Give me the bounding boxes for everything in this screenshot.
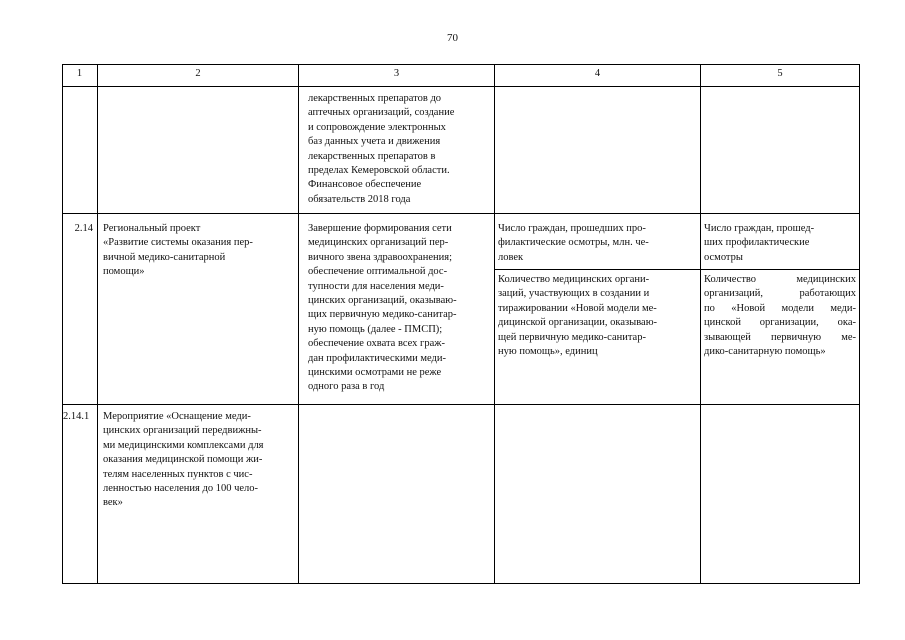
header-col-3: 3	[393, 68, 400, 79]
table-border-right	[859, 64, 860, 584]
value-2-line: организаций, работающих	[704, 288, 856, 300]
value-2-line-last: дико-санитарную помощь»	[704, 346, 826, 358]
column-divider-1	[97, 64, 98, 584]
row-2-14-1-number: 2.14.1	[63, 411, 90, 422]
table-border-top	[62, 64, 860, 65]
column-divider-2	[298, 64, 299, 584]
row-2-14-col-4-indicator-1: Число граждан, прошедших про- филактические осмотры, млн. че- ловек	[498, 223, 649, 263]
table-border-bottom	[62, 583, 860, 584]
value-2-line: зывающей первичную ме-	[704, 331, 856, 343]
data-table	[62, 64, 860, 584]
value-2-line: Количество медицинских	[704, 274, 856, 285]
header-col-2: 2	[195, 68, 201, 79]
value-2-line: цинской организации, ока-	[704, 317, 856, 329]
header-col-4: 4	[594, 68, 601, 79]
header-divider	[62, 86, 860, 87]
column-divider-4	[700, 64, 701, 584]
row-divider-1	[62, 213, 860, 214]
value-2-line: по «Новой модели меди-	[704, 302, 856, 314]
row-2-14-1-col-2: Мероприятие «Оснащение меди- цинских организаций передвижны- ми медицинскими комплексами для оказания медицинской помощи жи- телям населенных пунктов с чис- ленностью населения до 100 чело- век»	[103, 411, 264, 509]
row-2-14-number: 2.14	[74, 223, 93, 234]
row-2-14-col-4-indicator-2: Количество медицинских органи- заций, участвующих в создании и тиражировании «Новой модели ме- дицинской организации, оказываю- щей первичную медико-санитар- ную помощь», единиц	[498, 274, 658, 358]
header-col-1: 1	[76, 68, 83, 79]
header-col-5: 5	[777, 68, 783, 79]
page-number: 70	[447, 32, 458, 44]
row-2-14-col-2: Региональный проект «Развитие системы оказания пер- вичной медико-санитарной помощи»	[103, 223, 253, 278]
table-border-left	[62, 64, 63, 584]
row-2-14-col-5-value-1: Число граждан, прошед- ших профилактические осмотры	[704, 223, 815, 263]
row-divider-2	[62, 404, 860, 405]
continuation-col-3: лекарственных препаратов до аптечных организаций, создание и сопровождение электронных баз данных учета и движения лекарственных препаратов в пределах Кемеровской области. Финансовое обеспечение обязательств 2018 года	[308, 93, 455, 205]
row-2-14-col-3: Завершение формирования сети медицинских организаций пер- вичного звена здравоохранения; обеспечение оптимальной дос- тупности для населения меди- цинских организаций, оказываю- щих первичную медико-санитар- ную помощь (далее - ПМСП); обеспечение охвата всех граж- дан профилактическими меди- цинскими осмотрами не реже одного раза в год	[308, 223, 457, 393]
column-divider-3	[494, 64, 495, 584]
row-2-14-col-5-value-2	[704, 273, 856, 359]
subrow-divider	[494, 269, 860, 270]
